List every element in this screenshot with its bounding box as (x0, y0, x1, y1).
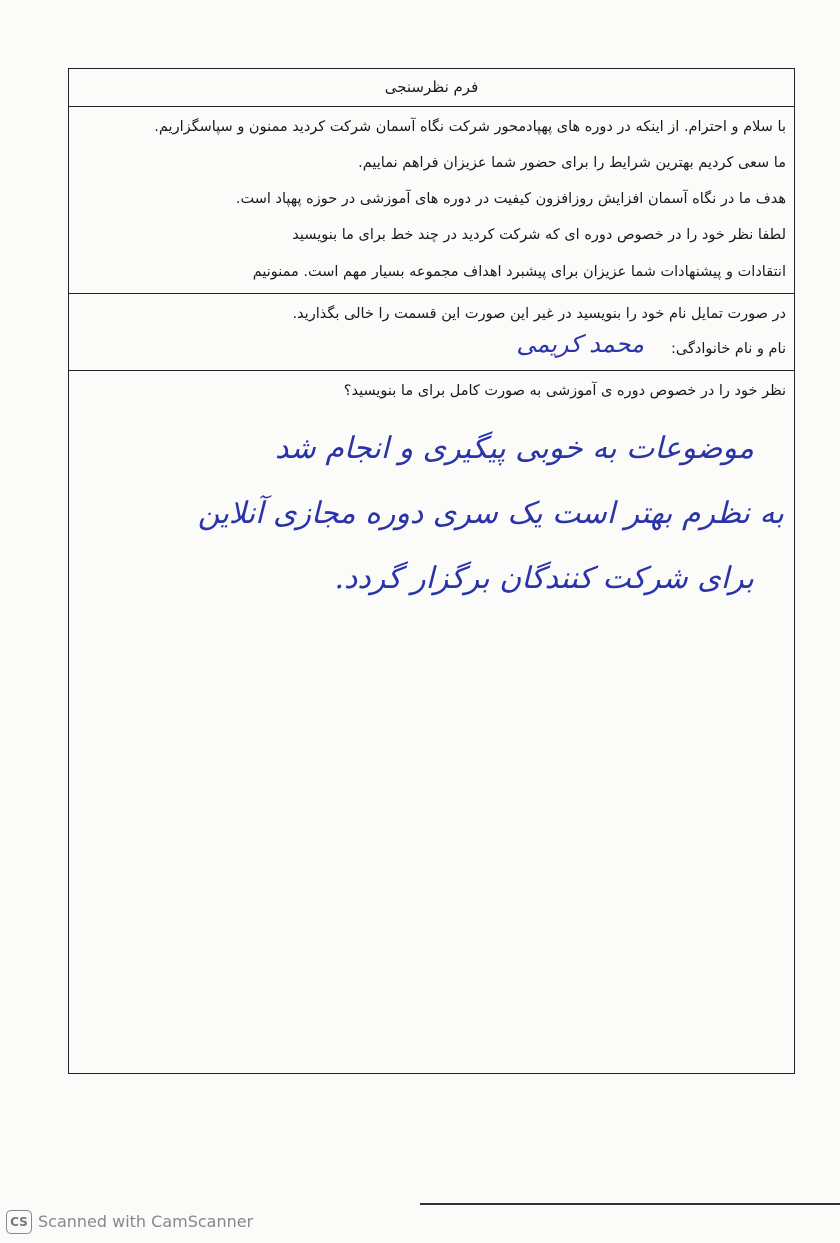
name-label: نام و نام خانوادگی: (671, 341, 786, 357)
intro-line: لطفا نظر خود را در خصوص دوره ای که شرکت کردید در چند خط برای ما بنویسید (292, 227, 786, 243)
intro-section (69, 107, 794, 294)
opinion-handwritten-line[interactable]: به نظرم بهتر است یک سری دوره مجازی آنلاین (197, 496, 784, 531)
form-title-row (69, 69, 794, 107)
opinion-handwritten-line[interactable]: موضوعات به خوبی پیگیری و انجام شد (274, 431, 754, 466)
opinion-question: نظر خود را در خصوص دوره ی آموزشی به صورت کامل برای ما بنویسید؟ (343, 383, 786, 399)
camscanner-logo-icon: CS (6, 1210, 32, 1234)
opinion-handwritten-line[interactable]: برای شرکت کنندگان برگزار گردد. (334, 561, 754, 596)
name-instruction: در صورت تمایل نام خود را بنویسید در غیر این صورت این قسمت را خالی بگذارید. (292, 306, 786, 322)
name-handwritten-value[interactable]: محمد کریمی (516, 330, 644, 358)
form-title: فرم نظرسنجی (384, 78, 479, 96)
name-section (69, 294, 794, 371)
intro-line: با سلام و احترام. از اینکه در دوره های پهپادمحور شرکت نگاه آسمان شرکت کردید ممنون و سپاسگزاریم. (154, 119, 786, 135)
intro-line: انتقادات و پیشنهادات شما عزیزان برای پیشبرد اهداف مجموعه بسیار مهم است. ممنونیم (252, 264, 786, 280)
page-bottom-rule (420, 1203, 840, 1205)
survey-form (68, 68, 795, 1074)
intro-line: هدف ما در نگاه آسمان افزایش روزافزون کیفیت در دوره های آموزشی در حوزه پهپاد است. (235, 191, 786, 207)
intro-line: ما سعی کردیم بهترین شرایط را برای حضور شما عزیزان فراهم نماییم. (358, 155, 786, 171)
opinion-section (69, 371, 794, 1073)
camscanner-watermark: Scanned with CamScanner (38, 1212, 254, 1231)
